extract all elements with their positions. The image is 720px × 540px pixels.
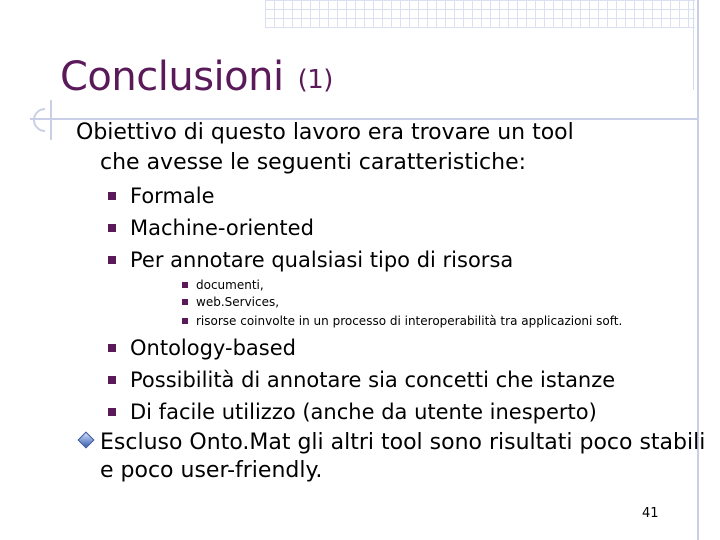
feature-item	[108, 180, 215, 212]
intro-line-2: che avesse le seguenti caratteristiche:	[100, 150, 527, 175]
corner-arc-decoration	[28, 103, 62, 137]
feature-item	[108, 396, 597, 428]
title-number: (1)	[297, 65, 333, 95]
vertical-rule-thin	[693, 0, 694, 90]
feature-label: Possibilità di annotare sia concetti che istanze	[130, 368, 616, 392]
resource-label: web.Services,	[196, 295, 280, 309]
title-text: Conclusioni	[60, 54, 284, 100]
square-bullet-icon	[108, 408, 116, 416]
square-bullet-icon	[108, 256, 116, 264]
diamond-bullet-icon	[78, 432, 95, 449]
conclusion-line-2: e poco user-friendly.	[100, 458, 323, 483]
feature-item	[108, 332, 296, 364]
resource-item	[182, 313, 622, 329]
square-bullet-icon	[182, 318, 188, 324]
feature-label: Formale	[130, 184, 215, 208]
square-bullet-icon	[108, 376, 116, 384]
feature-item	[108, 364, 615, 396]
conclusion-line-1	[80, 428, 705, 458]
resource-item	[182, 277, 264, 293]
grid-decoration	[265, 0, 695, 28]
page-number: 41	[642, 506, 659, 521]
feature-label: Ontology-based	[130, 336, 296, 360]
square-bullet-icon	[108, 344, 116, 352]
feature-label: Di facile utilizzo (anche da utente inesperto)	[130, 400, 597, 424]
slide-title	[60, 54, 333, 100]
resource-item	[182, 294, 279, 310]
feature-item	[108, 244, 513, 276]
resource-label: documenti,	[196, 278, 264, 292]
feature-label: Per annotare qualsiasi tipo di risorsa	[130, 248, 514, 272]
feature-label: Machine-oriented	[130, 216, 314, 240]
square-bullet-icon	[182, 299, 188, 305]
resource-label: risorse coinvolte in un processo di interoperabilità tra applicazioni soft.	[196, 314, 623, 328]
intro-line-1: Obiettivo di questo lavoro era trovare un tool	[76, 120, 574, 145]
vertical-rule	[697, 0, 699, 540]
conclusion-text: Escluso Onto.Mat gli altri tool sono risultati poco stabili	[100, 430, 706, 455]
square-bullet-icon	[182, 282, 188, 288]
square-bullet-icon	[108, 224, 116, 232]
feature-item	[108, 212, 314, 244]
square-bullet-icon	[108, 192, 116, 200]
